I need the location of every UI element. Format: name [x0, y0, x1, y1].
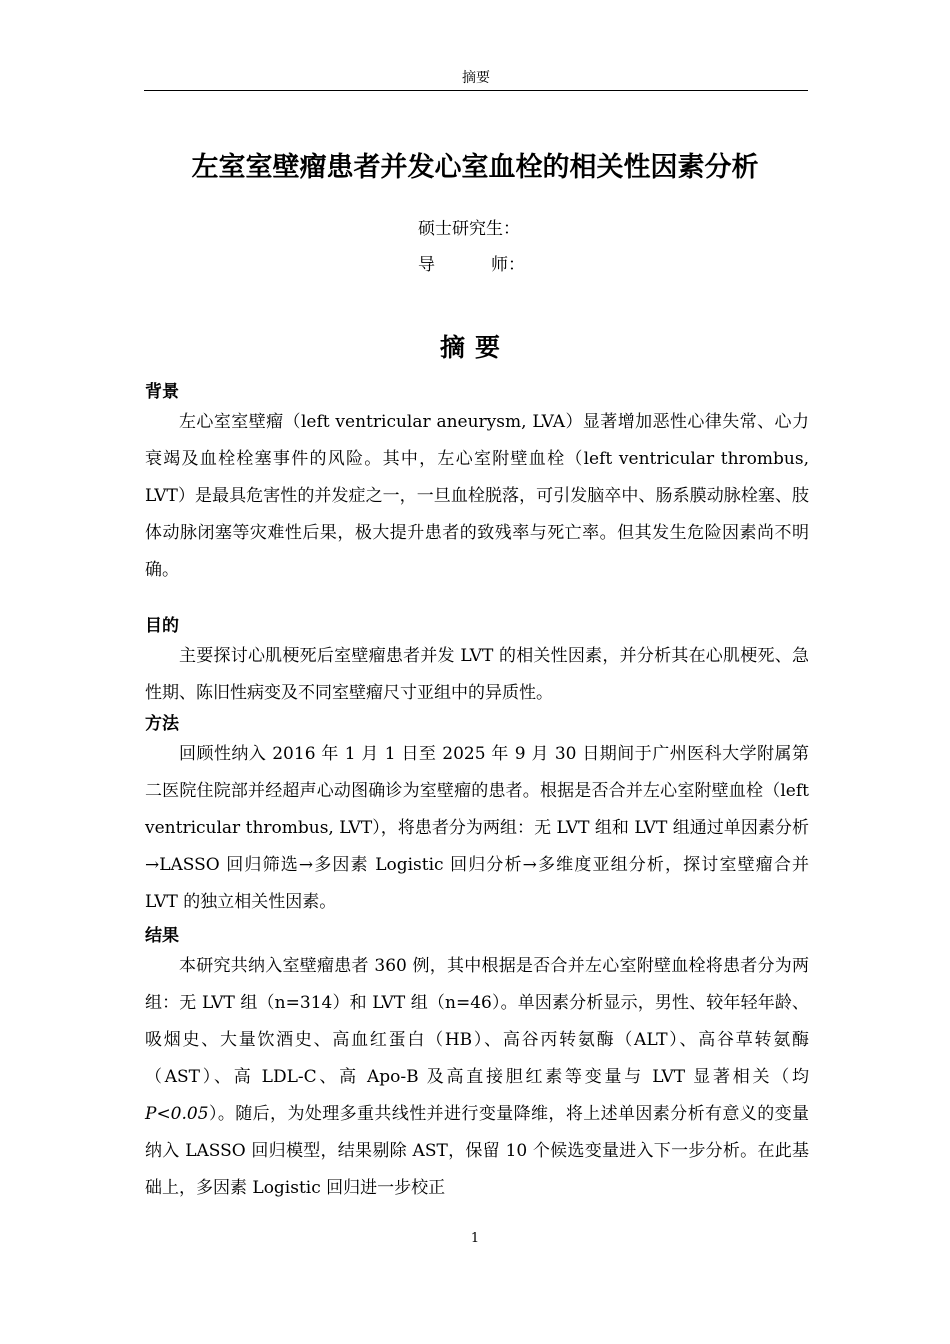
student-line	[418, 217, 520, 241]
student-label: 硕士研究生：	[418, 219, 520, 239]
section-heading: 背景	[145, 382, 179, 402]
advisor-label-part1: 导	[418, 255, 435, 275]
section-heading: 方法	[145, 714, 179, 734]
thesis-title: 左室室壁瘤患者并发心室血栓的相关性因素分析	[191, 152, 759, 183]
section-paragraph: 主要探讨心肌梗死后室壁瘤患者并发 LVT 的相关性因素，并分析其在心肌梗死、急性期、陈旧性病变及不同室壁瘤尺寸亚组中的异质性。	[145, 646, 809, 703]
section-paragraph: 左心室室壁瘤（left ventricular aneurysm, LVA）显著增加恶性心律失常、心力衰竭及血栓栓塞事件的风险。其中，左心室附壁血栓（left ventricular thrombus, LVT）是最具危害性的并发症之一，一旦血栓脱落，可引发脑卒中、肠系膜动脉栓塞、肢体动脉闭塞等灾难性后果，极大提升患者的致残率与死亡率。但其发生危险因素尚不明确。	[145, 412, 809, 580]
section-objective	[145, 614, 809, 712]
abstract-heading: 摘要	[439, 333, 510, 362]
page-number: 1	[470, 1231, 480, 1246]
section-background	[145, 380, 809, 589]
results-text-start: 本研究共纳入室壁瘤患者 360 例，其中根据是否合并左心室附壁血栓将患者分为两组：无 LVT 组（n=314）和 LVT 组（n=46）。单因素分析显示，男性、较年轻年龄、吸烟史、大量饮酒史、高血红蛋白（HB）、高谷丙转氨酶（ALT）、高谷草转氨酶（AST）、高 LDL-C、高 Apo-B 及高直接胆红素等变量与 LVT 显著相关（均	[145, 956, 809, 1087]
p-value-italic: P<0.05	[145, 1104, 209, 1124]
advisor-label-part2: 师：	[491, 255, 525, 275]
section-paragraph: 回顾性纳入 2016 年 1 月 1 日至 2025 年 9 月 30 日期间于广州医科大学附属第二医院住院部并经超声心动图确诊为室壁瘤的患者。根据是否合并左心室附壁血栓（left ventricular thrombus, LVT），将患者分为两组：无 LVT 组和 LVT 组通过单因素分析→LASSO 回归筛选→多因素 Logistic 回归分析→多维度亚组分析，探讨室壁瘤合并 LVT 的独立相关性因素。	[145, 744, 809, 912]
section-heading: 结果	[145, 926, 179, 946]
section-heading: 目的	[145, 616, 179, 636]
running-header-text: 摘要	[462, 70, 490, 86]
section-methods	[145, 712, 809, 921]
section-paragraph	[145, 948, 809, 1207]
running-header	[144, 68, 808, 91]
advisor-line	[418, 253, 525, 277]
results-text-end: ）。随后，为处理多重共线性并进行变量降维，将上述单因素分析有意义的变量纳入 LASSO 回归模型，结果剔除 AST，保留 10 个候选变量进入下一步分析。在此基础上，多因素 Logistic 回归进一步校正	[145, 1104, 809, 1198]
section-results	[145, 924, 809, 1207]
